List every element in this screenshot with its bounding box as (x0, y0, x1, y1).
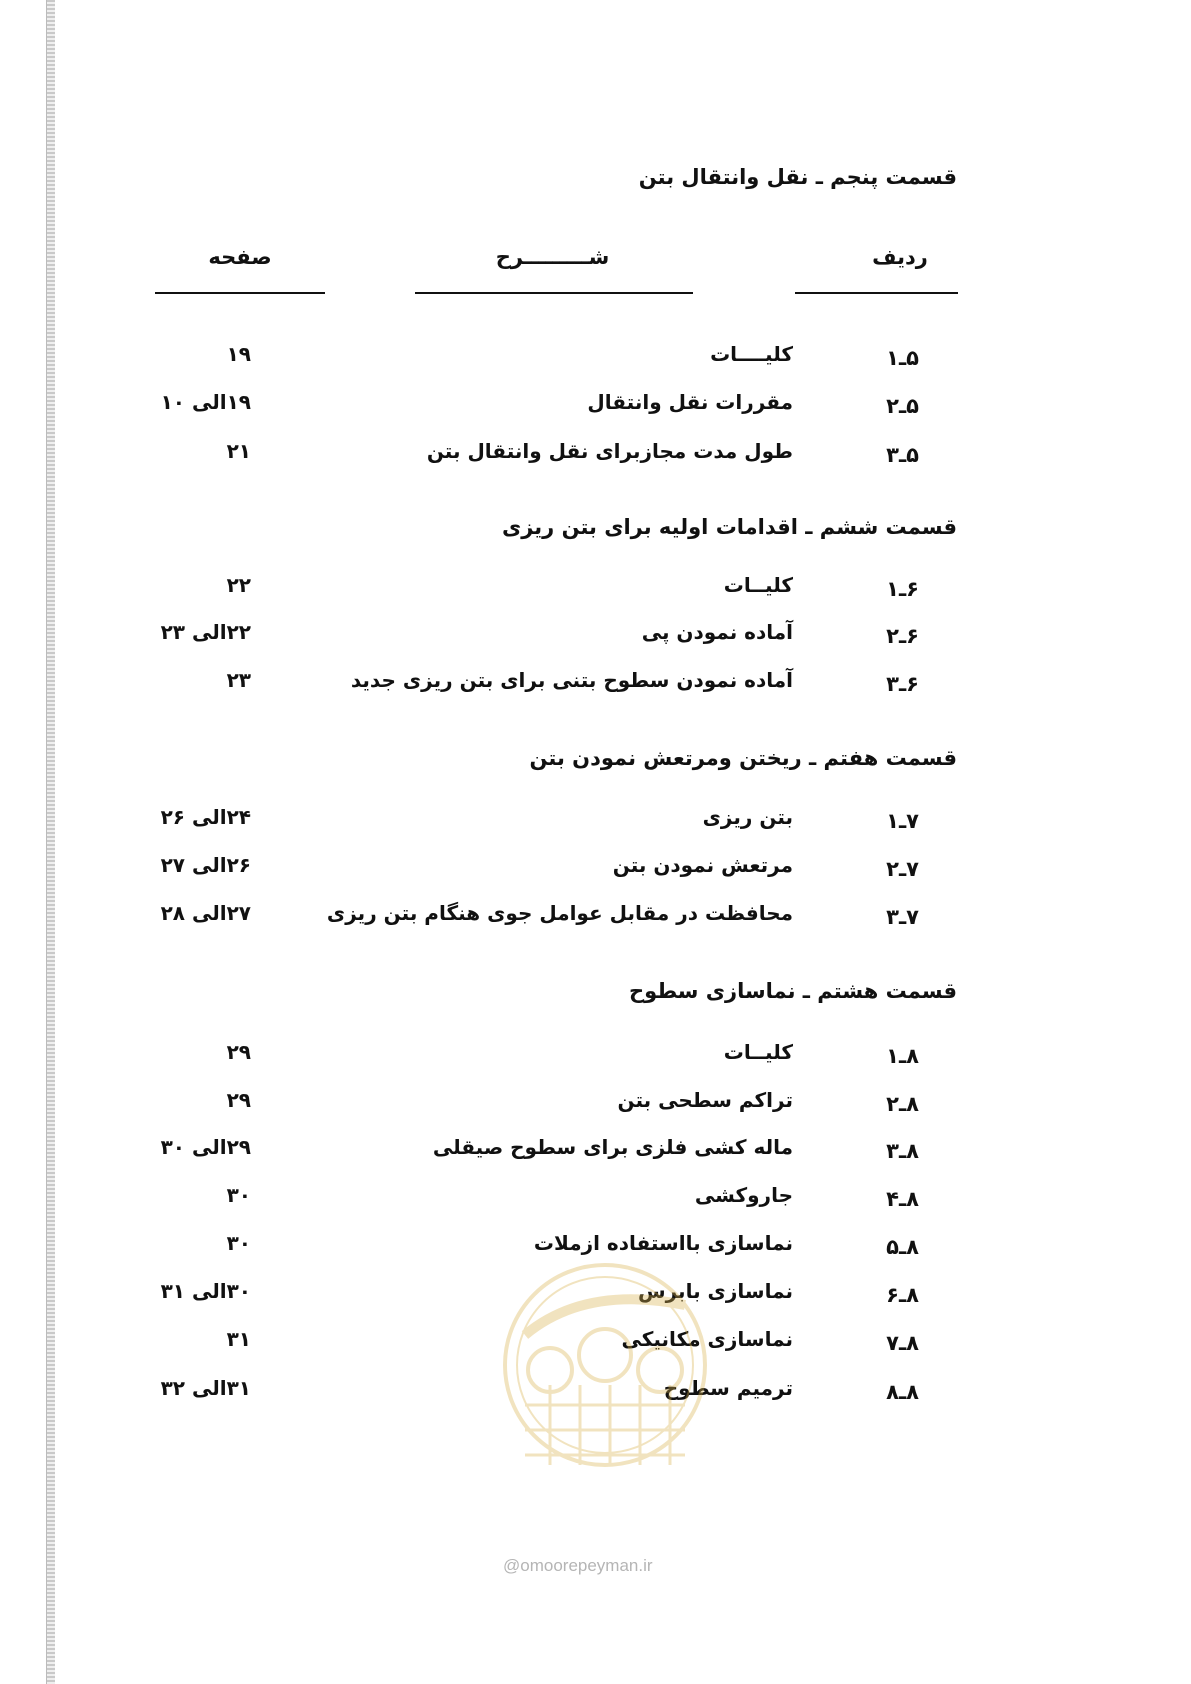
row-number: ۸ـ۸ (886, 1380, 919, 1404)
row-page: ۱۹الی ۱۰ (160, 390, 251, 414)
row-number: ۸ـ۵ (886, 1235, 919, 1259)
row-page: ۲۶الی ۲۷ (160, 853, 251, 877)
row-number: ۶ـ۲ (886, 624, 919, 648)
row-description: کلیــات (723, 1040, 793, 1064)
row-number: ۵ـ۲ (886, 394, 919, 418)
section-title-7: قسمت هفتم ـ ریختن ومرتعش نمودن بتن (529, 746, 957, 770)
row-number: ۶ـ۱ (886, 577, 919, 601)
row-description: مقررات نقل وانتقال (587, 390, 793, 414)
row-page: ۲۹ (226, 1088, 251, 1112)
row-description: نماسازی بابرس (638, 1279, 793, 1303)
row-description: نماسازی مکانیکی (621, 1327, 793, 1351)
row-description: مرتعش نمودن بتن (612, 853, 793, 877)
row-page: ۳۱ (226, 1327, 251, 1351)
row-page: ۱۹ (226, 342, 251, 366)
header-row-underline (795, 292, 958, 294)
row-number: ۵ـ۳ (886, 443, 919, 467)
row-description: ترمیم سطوح (663, 1376, 793, 1400)
row-description: محافظت در مقابل عوامل جوی هنگام بتن ریزی (326, 901, 793, 925)
row-page: ۳۰ (226, 1231, 251, 1255)
row-description: کلیــــات (710, 342, 793, 366)
row-page: ۲۷الی ۲۸ (160, 901, 251, 925)
header-row: ردیف (872, 245, 928, 269)
row-page: ۲۹الی ۳۰ (160, 1135, 251, 1159)
header-page: صفحه (208, 245, 272, 269)
row-number: ۸ـ۷ (886, 1331, 919, 1355)
row-description: بتن ریزی (702, 805, 793, 829)
row-number: ۸ـ۱ (886, 1044, 919, 1068)
row-number: ۶ـ۳ (886, 672, 919, 696)
row-page: ۳۱الی ۳۲ (160, 1376, 251, 1400)
watermark-url: @omoorepeyman.ir (503, 1556, 653, 1575)
row-page: ۲۹ (226, 1040, 251, 1064)
row-number: ۸ـ۳ (886, 1139, 919, 1163)
row-number: ۷ـ۱ (886, 809, 919, 833)
row-description: ماله کشی فلزی برای سطوح صیقلی (432, 1135, 793, 1159)
section-title-8: قسمت هشتم ـ نماسازی سطوح (629, 979, 957, 1003)
row-page: ۳۰ (226, 1183, 251, 1207)
row-number: ۸ـ۴ (886, 1187, 919, 1211)
row-number: ۸ـ۶ (886, 1283, 919, 1307)
section-title-6: قسمت ششم ـ اقدامات اولیه برای بتن ریزی (501, 515, 957, 539)
header-description-underline (415, 292, 693, 294)
row-page: ۲۲الی ۲۳ (160, 620, 251, 644)
row-description: آماده نمودن سطوح بتنی برای بتن ریزی جدید (350, 668, 793, 692)
row-description: آماده نمودن پی (641, 620, 793, 644)
row-number: ۵ـ۱ (886, 346, 919, 370)
row-description: طول مدت مجازبرای نقل وانتقال بتن (426, 439, 793, 463)
section-title-5: قسمت پنجم ـ نقل وانتقال بتن (638, 165, 957, 189)
scan-binding-edge (46, 0, 55, 1684)
row-description: تراکم سطحی بتن (617, 1088, 793, 1112)
header-page-underline (155, 292, 325, 294)
row-number: ۷ـ۳ (886, 905, 919, 929)
row-description: جاروکشی (694, 1183, 793, 1207)
row-page: ۲۳ (226, 668, 251, 692)
omoorepeyman-logo-watermark (495, 1245, 715, 1575)
header-description: شـــــــــرح (495, 245, 610, 269)
row-page: ۲۴الی ۲۶ (160, 805, 251, 829)
row-number: ۷ـ۲ (886, 857, 919, 881)
row-page: ۳۰الی ۳۱ (160, 1279, 251, 1303)
row-page: ۲۲ (226, 573, 251, 597)
row-description: کلیــات (723, 573, 793, 597)
row-description: نماسازی بااستفاده ازملات (533, 1231, 793, 1255)
row-number: ۸ـ۲ (886, 1092, 919, 1116)
row-page: ۲۱ (226, 439, 251, 463)
